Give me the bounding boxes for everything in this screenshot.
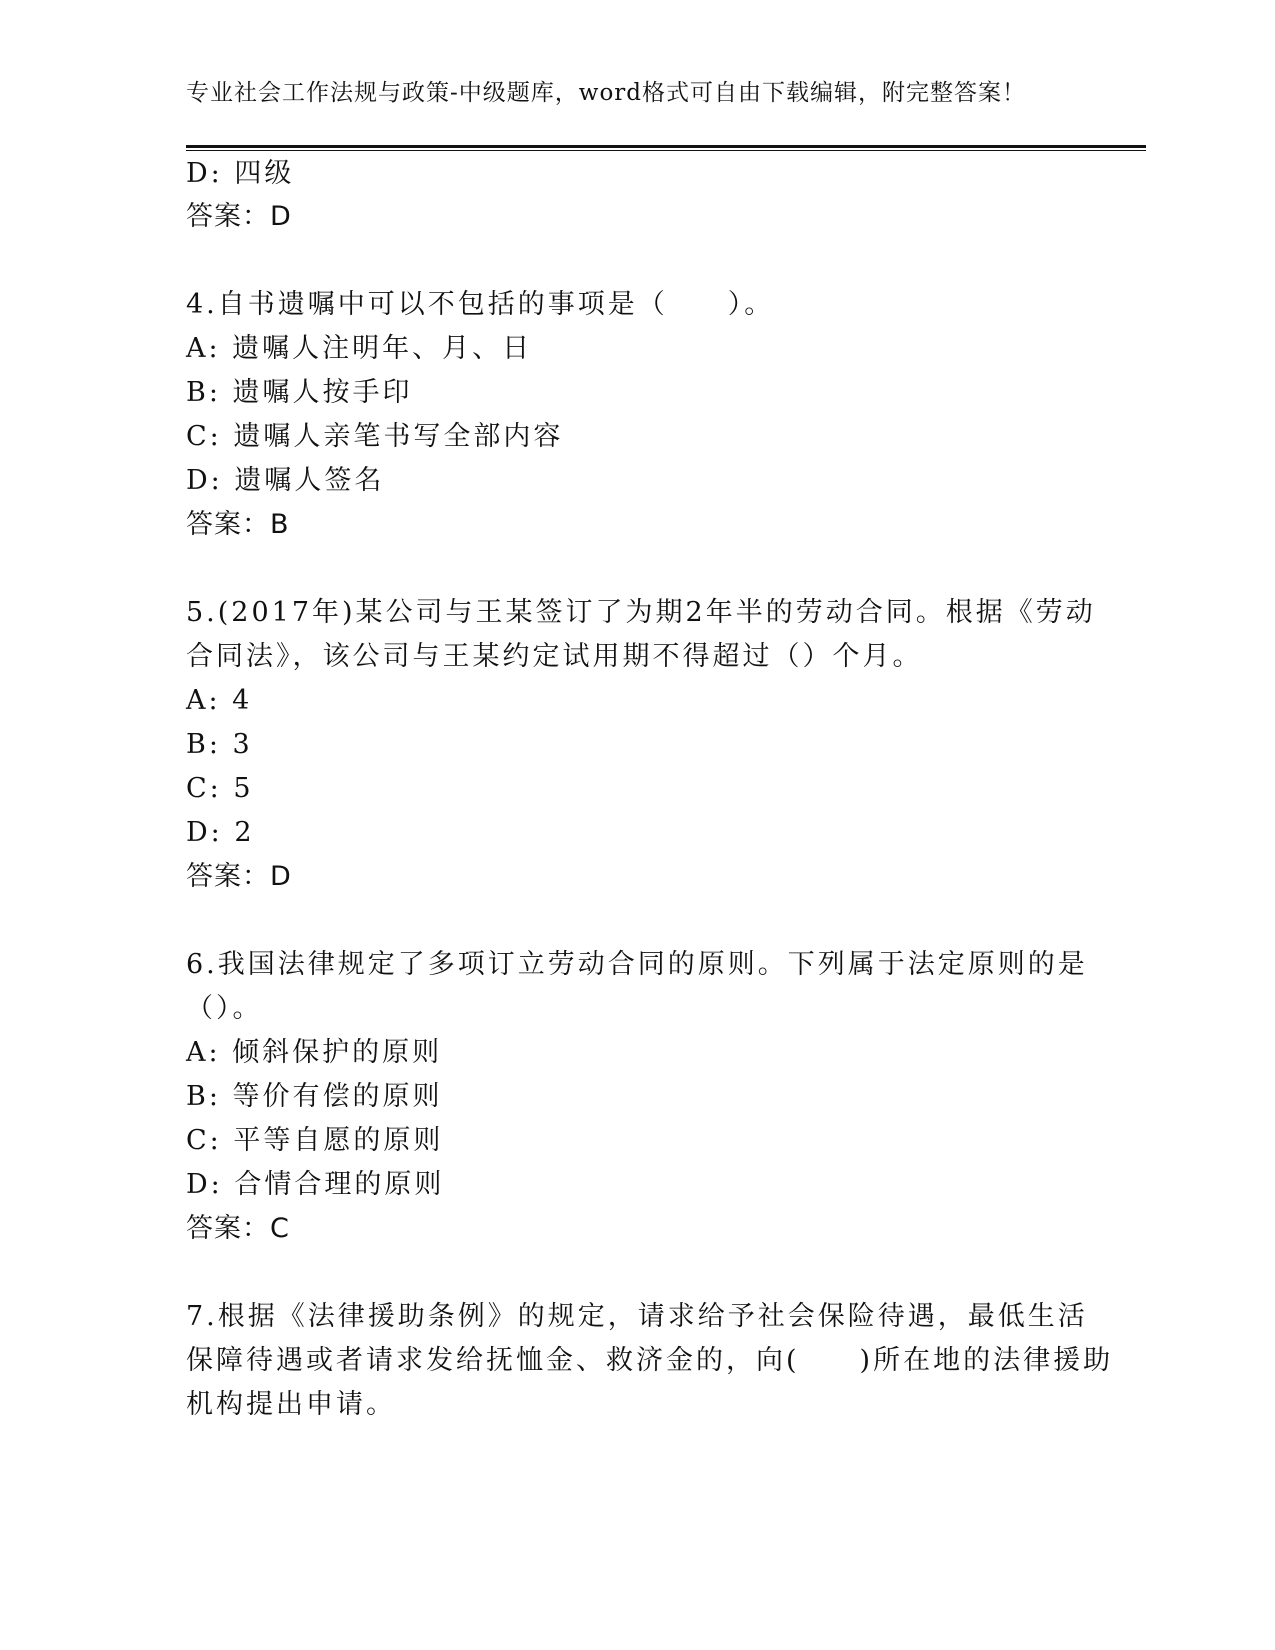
q7-stem-line-1: 7.根据《法律援助条例》的规定，请求给予社会保险待遇，最低生活 [186, 1301, 1088, 1332]
q6-option-a: A: 倾斜保护的原则 [186, 1037, 443, 1068]
q7-stem-line-3: 机构提出申请。 [186, 1389, 396, 1420]
q5-option-a: A: 4 [186, 685, 253, 716]
header-rule-thin [186, 150, 1146, 151]
q5-answer: 答案：D [186, 861, 292, 892]
q5-option-d: D: 2 [186, 817, 255, 848]
q4-option-b: B: 遗嘱人按手印 [186, 377, 413, 408]
q5-stem-line-2: 合同法》，该公司与王某约定试用期不得超过（）个月。 [186, 641, 923, 672]
q3-option-d: D: 四级 [186, 158, 295, 189]
q4-option-d: D: 遗嘱人签名 [186, 465, 385, 496]
header-rule-thick [186, 145, 1146, 148]
q7-stem-line-2: 保障待遇或者请求发给抚恤金、救济金的，向( )所在地的法律援助 [186, 1345, 1114, 1376]
q6-option-d: D: 合情合理的原则 [186, 1169, 445, 1200]
q4-option-a: A: 遗嘱人注明年、月、日 [186, 333, 533, 364]
q5-option-c: C: 5 [186, 773, 254, 804]
q6-answer: 答案：C [186, 1213, 290, 1244]
q4-stem: 4.自书遗嘱中可以不包括的事项是（ ）。 [186, 289, 775, 320]
q4-answer: 答案：B [186, 509, 290, 540]
q6-stem-line-1: 6.我国法律规定了多项订立劳动合同的原则。下列属于法定原则的是 [186, 949, 1088, 980]
q4-option-c: C: 遗嘱人亲笔书写全部内容 [186, 421, 564, 452]
q6-option-c: C: 平等自愿的原则 [186, 1125, 444, 1156]
q3-answer: 答案：D [186, 201, 292, 232]
q5-stem-line-1: 5.(2017年)某公司与王某签订了为期2年半的劳动合同。根据《劳动 [186, 597, 1096, 628]
page-header-title: 专业社会工作法规与政策-中级题库，word格式可自由下载编辑，附完整答案！ [186, 80, 1027, 106]
q6-option-b: B: 等价有偿的原则 [186, 1081, 443, 1112]
q6-stem-line-2: （）。 [186, 993, 263, 1024]
q5-option-b: B: 3 [186, 729, 253, 760]
